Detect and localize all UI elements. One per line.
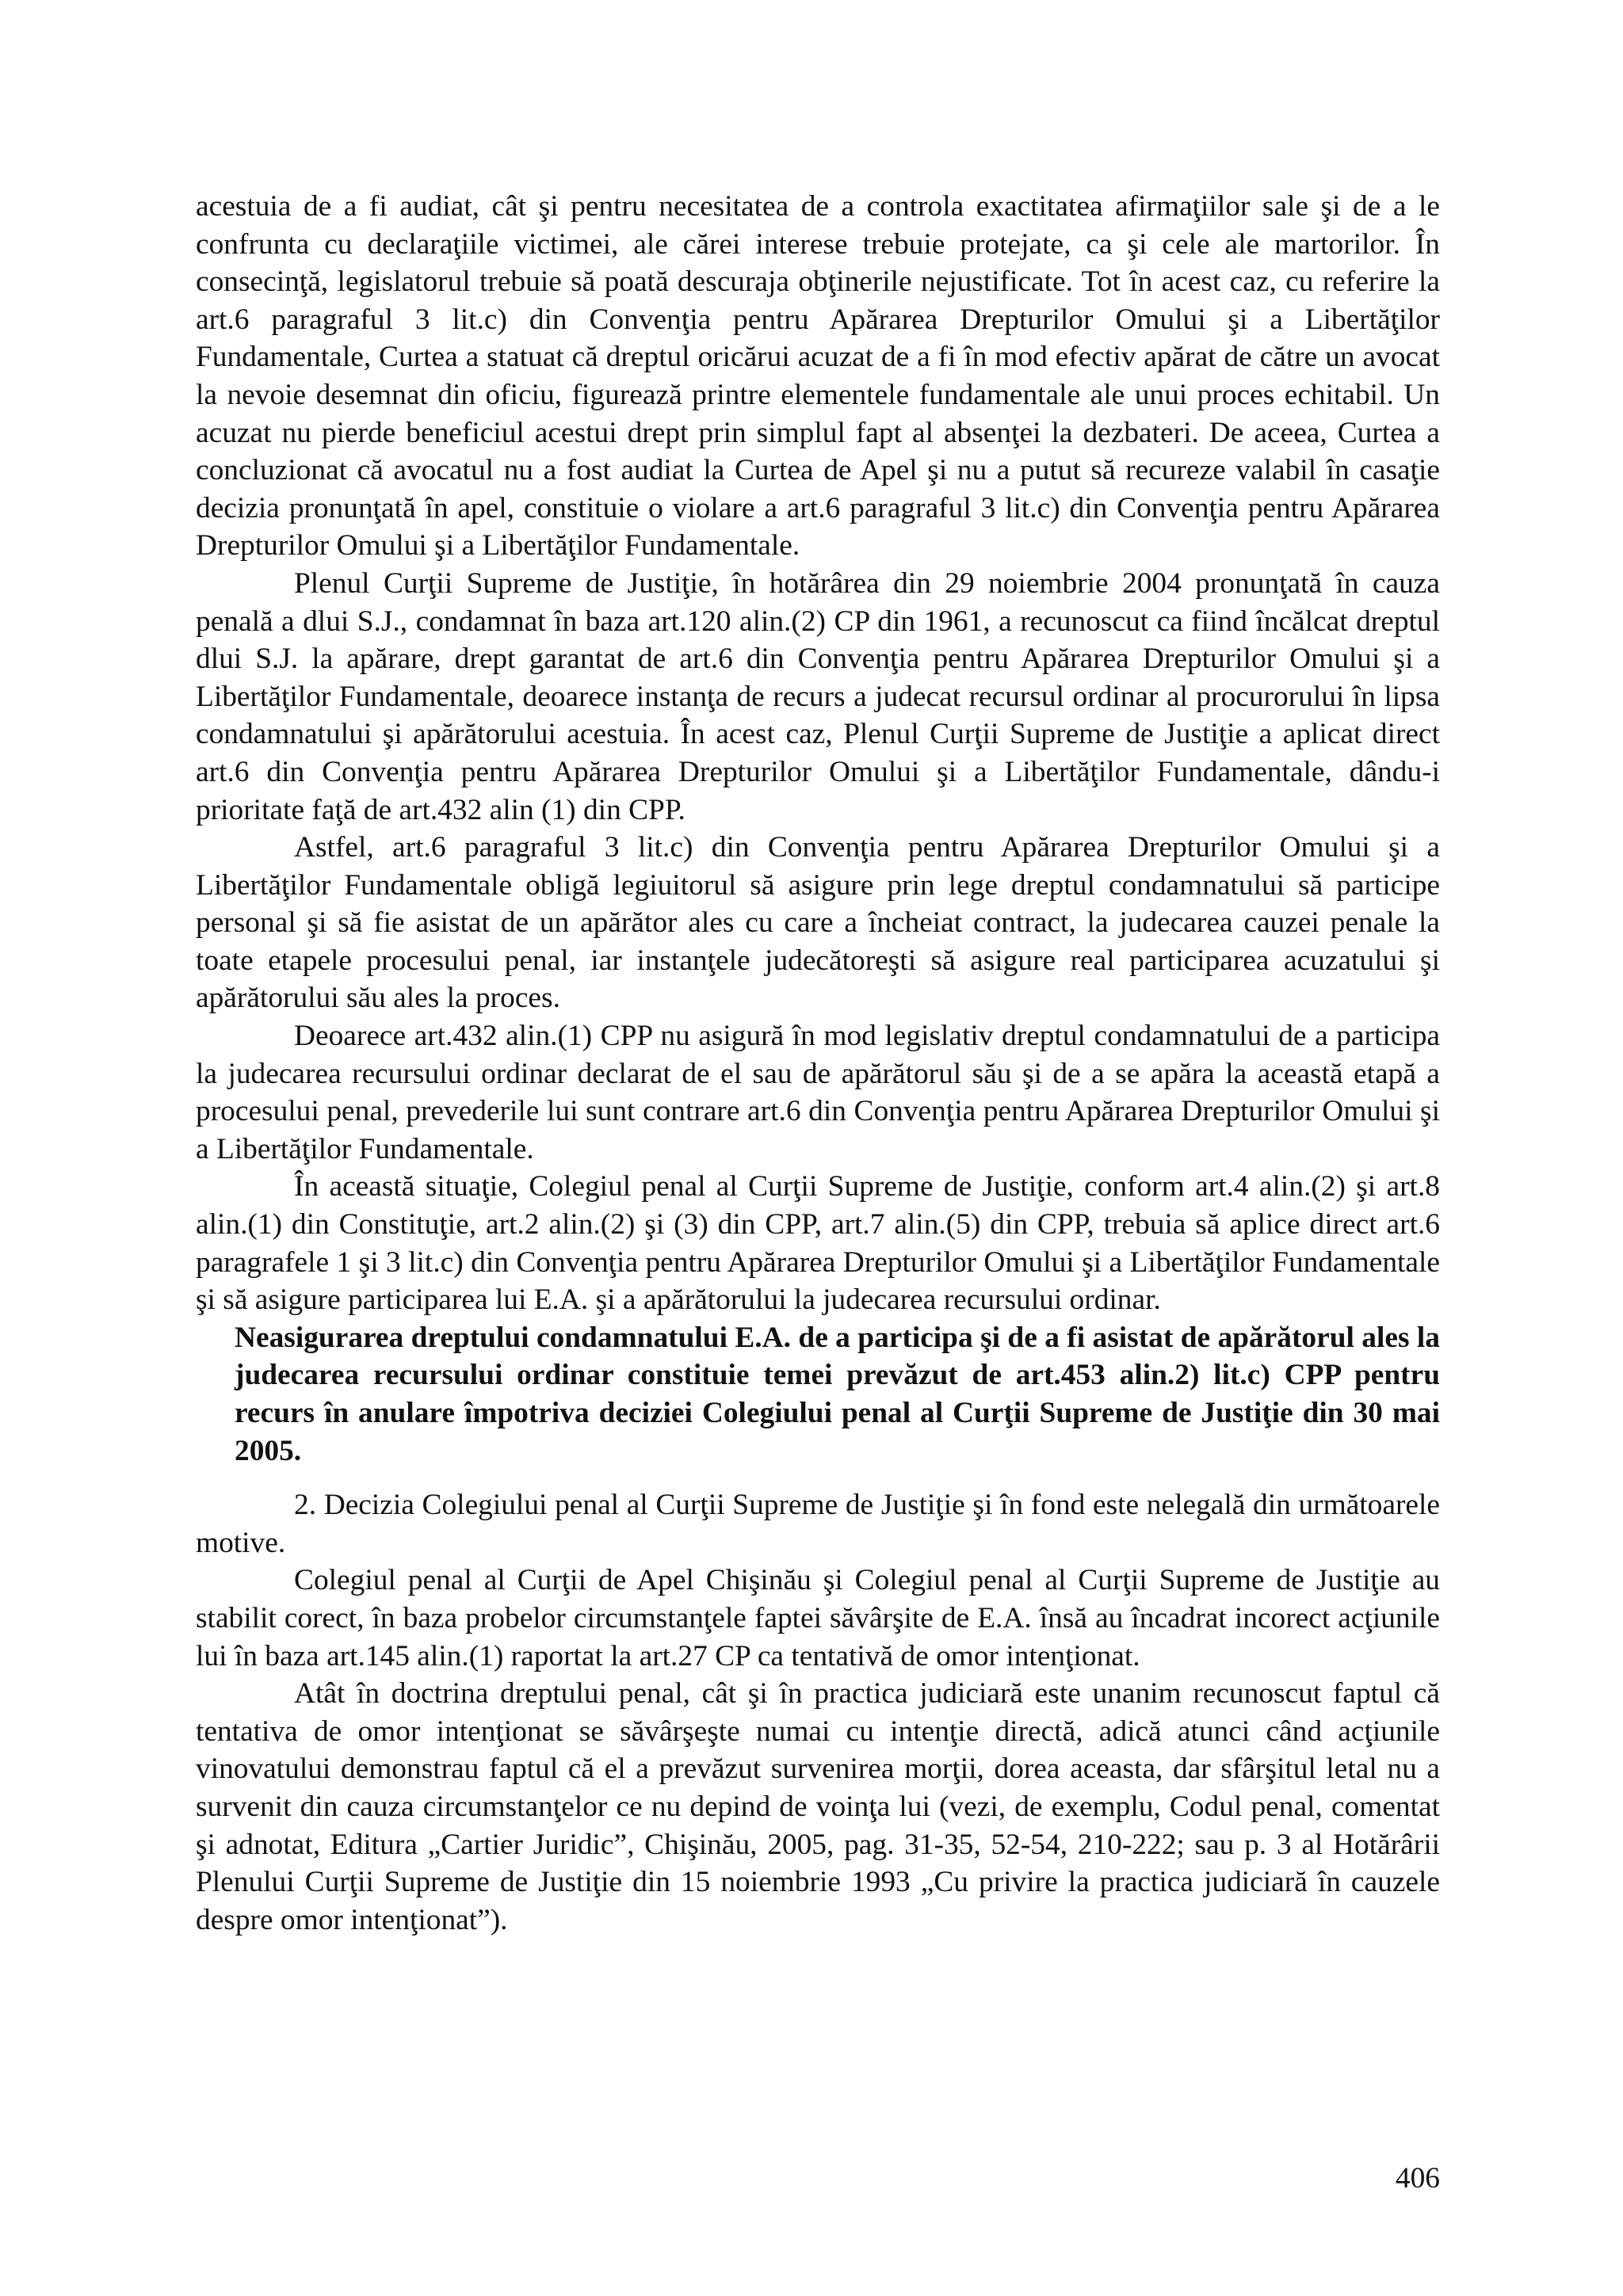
paragraph-point-2: 2. Decizia Colegiului penal al Curţii Supreme de Justiţie şi în fond este nelegală din următoarele motive. — [196, 1489, 1440, 1559]
paragraph-plenum-decision: Plenul Curţii Supreme de Justiţie, în hotărârea din 29 noiembrie 2004 pronunţată în cauza penală a dlui S.J., condamnat în baza art.120 alin.(2) CP din 1961, a recunoscut ca fiind încălcat dreptul dlui S.J. la apărare, drept garantat de art.6 din Convenţia pentru Apărarea Drepturilor Omului şi a Libertăţilor Fundamentale, deoarece instanţa de recurs a judecat recursul ordinar al procurorului în lipsa condamnatului şi apărătorului acestuia. În acest caz, Plenul Curţii Supreme de Justiţie a aplicat direct art.6 din Convenţia pentru Apărarea Drepturilor Omului şi a Libertăţilor Fundamentale, dându-i prioritate faţă de art.432 alin (1) din CPP. — [196, 566, 1440, 826]
paragraph-article-6-obligation: Astfel, art.6 paragraful 3 lit.c) din Convenţia pentru Apărarea Drepturilor Omului şi a Libertăţilor Fundamentale obligă legiuitorul să asigure prin lege dreptul condamnatului să participe personal şi să fie asistat de un apărător ales cu care a încheiat contract, la judecarea cauzei penale la toate etapele procesului penal, iar instanţele judecătoreşti să asigure real participarea acuzatului şi apărătorului său ales la proces. — [196, 831, 1440, 1015]
paragraph-direct-application: În această situaţie, Colegiul penal al Curţii Supreme de Justiţie, conform art.4 alin.(2) şi art.8 alin.(1) din Constituţie, art.2 alin.(2) şi (3) din CPP, art.7 alin.(5) din CPP, trebuia să aplice direct art.6 paragrafele 1 şi 3 lit.c) din Convenţia pentru Apărarea Drepturilor Omului şi a Libertăţilor Fundamentale şi să asigure participarea lui E.A. şi a apărătorului la judecarea recursului ordinar. — [196, 1170, 1440, 1317]
paragraph-continuation: acestuia de a fi audiat, cât şi pentru necesitatea de a controla exactitatea afirmaţiilor sale şi de a le confrunta cu declaraţiile victimei, ale cărei interese trebuie protejate, ca şi cele ale martorilor. În consecinţă, legislatorul trebuie să poată descuraja obţinerile nejustificate. Tot în acest caz, cu referire la art.6 paragraful 3 lit.c) din Convenţia pentru Apărarea Drepturilor Omului şi a Libertăţilor Fundamentale, Curtea a statuat că dreptul oricărui acuzat de a fi în mod efectiv apărat de către un avocat la nevoie desemnat din oficiu, figurează printre elementele fundamentale ale unui proces echitabil. Un acuzat nu pierde beneficiul acestui drept prin simplul fapt al absenţei la dezbateri. De aceea, Curtea a concluzionat că avocatul nu a fost audiat la Curtea de Apel şi nu a putut să recureze valabil în casaţie decizia pronunţată în apel, constituie o violare a art.6 paragraful 3 lit.c) din Convenţia pentru Apărarea Drepturilor Omului şi a Libertăţilor Fundamentale. — [196, 190, 1440, 563]
page-number: 406 — [1395, 2162, 1440, 2195]
paragraph-doctrine: Atât în doctrina dreptului penal, cât şi în practica judiciară este unanim recunoscut faptul că tentativa de omor intenţionat se săvârşeşte numai cu intenţie directă, adică atunci când acţiunile vinovatului demonstrau faptul că el a prevăzut survenirea morţii, dorea aceasta, dar sfârşitul letal nu a survenit din cauza circumstanţelor ce nu depind de voinţa lui (vezi, de exemplu, Codul penal, comentat şi adnotat, Editura „Cartier Juridic”, Chişinău, 2005, pag. 31-35, 52-54, 210-222; sau p. 3 al Hotărârii Plenului Curţii Supreme de Justiţie din 15 noiembrie 1993 „Cu privire la practica judiciară în cauzele despre omor intenţionat”). — [196, 1677, 1440, 1936]
paragraph-article-432-contrary: Deoarece art.432 alin.(1) CPP nu asigură în mod legislativ dreptul condamnatului de a participa la judecarea recursului ordinar declarat de el sau de apărătorul său şi de a se apăra la această etapă a procesului penal, prevederile lui sunt contrare art.6 din Convenţia pentru Apărarea Drepturilor Omului şi a Libertăţilor Fundamentale. — [196, 1020, 1440, 1165]
paragraph-incorrect-qualification: Colegiul penal al Curţii de Apel Chişinău şi Colegiul penal al Curţii Supreme de Justiţie au stabilit corect, în baza probelor circumstanţele faptei săvârşite de E.A. însă au încadrat incorect acţiunile lui în baza art.145 alin.(1) raportat la art.27 CP ca tentativă de omor intenţionat. — [196, 1564, 1440, 1672]
paragraph-bold-conclusion: Neasigurarea dreptului condamnatului E.A. de a participa şi de a fi asistat de apărătorul ales la judecarea recursului ordinar constituie temei prevăzut de art.453 alin.2) lit.c) CPP pentru recurs în anulare împotriva deciziei Colegiului penal al Curţii Supreme de Justiţie din 30 mai 2005. — [235, 1321, 1440, 1467]
document-page — [196, 188, 1440, 1939]
